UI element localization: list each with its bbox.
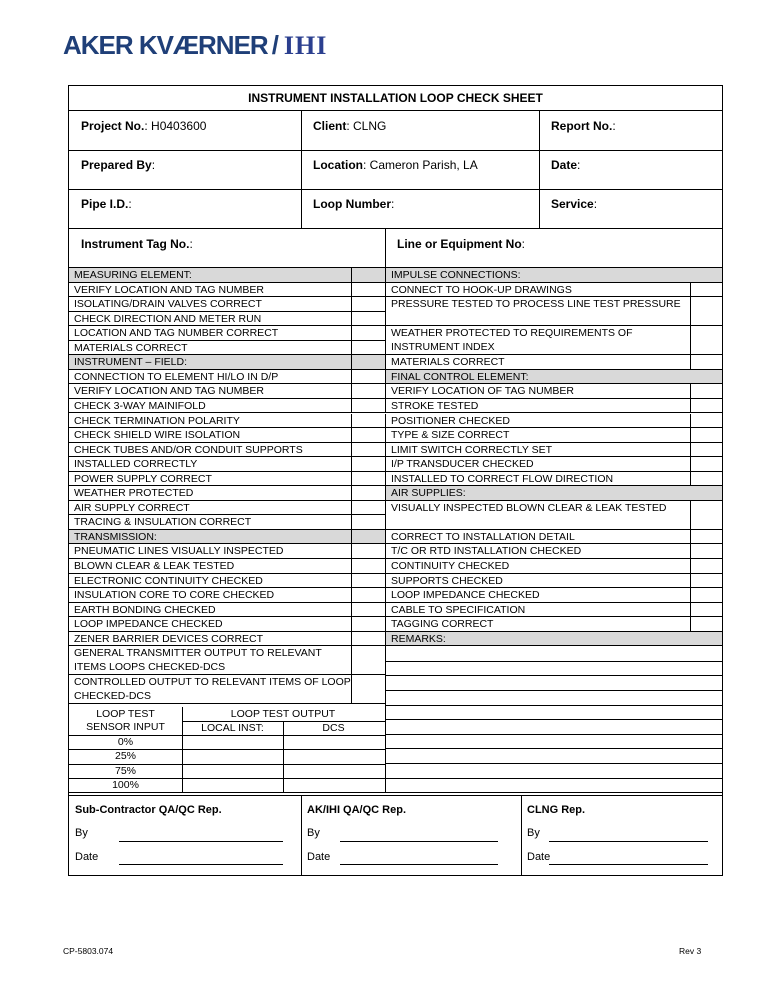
location-label: Location — [313, 158, 363, 172]
logo-aker-kvaerner: AKER KVÆRNER — [63, 30, 268, 60]
remarks-line[interactable] — [385, 748, 722, 749]
checkbox-cell[interactable] — [351, 675, 385, 704]
loop-test-percent: 75% — [114, 764, 136, 777]
checkbox-cell[interactable] — [351, 384, 385, 399]
checkbox-cell[interactable] — [690, 574, 722, 589]
sensor-input-label: SENSOR INPUT — [86, 721, 165, 733]
checklist-item: LOOP IMPEDANCE CHECKED — [385, 588, 690, 603]
checklist-item: CONTINUITY CHECKED — [385, 559, 690, 574]
checkbox-cell[interactable] — [690, 443, 722, 458]
checkbox-cell[interactable] — [351, 370, 385, 385]
checklist-item: T/C OR RTD INSTALLATION CHECKED — [385, 544, 690, 559]
checklist-item: WEATHER PROTECTED — [69, 486, 351, 501]
loop-test-percent: 0% — [117, 736, 134, 748]
report-no-label: Report No. — [551, 119, 613, 133]
checklist-item: CONNECT TO HOOK-UP DRAWINGS — [385, 283, 690, 298]
checklist-item: INSTALLED CORRECTLY — [69, 457, 351, 472]
location-value: : Cameron Parish, LA — [363, 158, 478, 172]
checklist-item: I/P TRANSDUCER CHECKED — [385, 457, 690, 472]
checkbox-cell[interactable] — [690, 603, 722, 618]
checkbox-cell[interactable] — [690, 617, 722, 632]
instrument-tag-field — [69, 233, 385, 251]
date-signature-line[interactable] — [340, 864, 498, 865]
checklist-item: GENERAL TRANSMITTER OUTPUT TO RELEVANT ITEMS LOOPS CHECKED-DCS — [69, 646, 351, 675]
date-label: Date — [527, 851, 551, 863]
checkbox-cell[interactable] — [351, 574, 385, 589]
checkbox-cell[interactable] — [690, 559, 722, 574]
by-label: By — [527, 827, 540, 839]
section-heading: TRANSMISSION: — [69, 530, 351, 545]
by-signature-line[interactable] — [119, 841, 283, 842]
checklist-item: CHECK TUBES AND/OR CONDUIT SUPPORTS — [69, 443, 351, 458]
loop-test-percent: 100% — [112, 778, 139, 791]
checkbox-cell[interactable] — [351, 603, 385, 618]
checklist-item: INSTALLED TO CORRECT FLOW DIRECTION — [385, 472, 690, 487]
checklist-item: CHECK DIRECTION AND METER RUN — [69, 312, 351, 327]
pipe-id-label: Pipe I.D. — [81, 197, 129, 211]
loop-test-label: LOOP TEST — [96, 708, 155, 720]
checklist-item: INSULATION CORE TO CORE CHECKED — [69, 588, 351, 603]
checkbox-cell[interactable] — [690, 501, 722, 530]
checklist-item: CORRECT TO INSTALLATION DETAIL — [385, 530, 690, 545]
checklist-item: ISOLATING/DRAIN VALVES CORRECT — [69, 297, 351, 312]
checklist-item: LOCATION AND TAG NUMBER CORRECT — [69, 326, 351, 341]
section-heading: INSTRUMENT – FIELD: — [69, 355, 351, 370]
loop-check-sheet — [68, 85, 723, 876]
checklist-item: BLOWN CLEAR & LEAK TESTED — [69, 559, 351, 574]
location-field — [301, 154, 539, 172]
pipe-id-value: : — [128, 197, 132, 211]
loop-test-output-label: LOOP TEST OUTPUT — [230, 708, 336, 720]
checklist-item: VERIFY LOCATION AND TAG NUMBER — [69, 283, 351, 298]
checklist-item: VERIFY LOCATION AND TAG NUMBER — [69, 384, 351, 399]
checkbox-cell[interactable] — [351, 428, 385, 443]
remarks-line[interactable] — [385, 661, 722, 662]
checkbox-cell — [351, 530, 385, 545]
checkbox-cell[interactable] — [351, 414, 385, 429]
checklist-item: STROKE TESTED — [385, 399, 690, 414]
signature-title: AK/IHI QA/QC Rep. — [307, 804, 407, 816]
checklist-item: CHECK SHIELD WIRE ISOLATION — [69, 428, 351, 443]
remarks-line[interactable] — [385, 675, 722, 676]
checkbox-cell[interactable] — [690, 544, 722, 559]
service-value: : — [593, 197, 598, 211]
checkbox-cell[interactable] — [690, 355, 722, 370]
client-field — [301, 115, 539, 133]
project-no-field — [69, 115, 301, 133]
checkbox-cell[interactable] — [351, 457, 385, 472]
checklist-item: CONTROLLED OUTPUT TO RELEVANT ITEMS OF LOOP CHECKED-DCS — [69, 675, 351, 704]
date-field — [539, 154, 722, 172]
checklist-item: MATERIALS CORRECT — [69, 341, 351, 356]
checkbox-cell[interactable] — [351, 472, 385, 487]
pipe-id-field — [69, 193, 301, 211]
checkbox-cell[interactable] — [690, 326, 722, 355]
date-signature-line[interactable] — [119, 864, 283, 865]
logo-slash: / — [271, 30, 278, 60]
checklist-item: WEATHER PROTECTED TO REQUIREMENTS OF INSTRUMENT INDEX — [385, 326, 690, 355]
checklist-item: TRACING & INSULATION CORRECT — [69, 515, 351, 530]
checklist-item: MATERIALS CORRECT — [385, 355, 690, 370]
sheet-title: INSTRUMENT INSTALLATION LOOP CHECK SHEET — [69, 86, 722, 111]
checkbox-cell[interactable] — [690, 414, 722, 429]
by-signature-line[interactable] — [549, 841, 708, 842]
signature-title: CLNG Rep. — [527, 804, 586, 816]
checklist-item: TYPE & SIZE CORRECT — [385, 428, 690, 443]
checkbox-cell[interactable] — [690, 428, 722, 443]
remarks-line[interactable] — [385, 778, 722, 779]
client-value: : CLNG — [346, 119, 387, 133]
remarks-line[interactable] — [385, 763, 722, 764]
checklist-item: VISUALLY INSPECTED BLOWN CLEAR & LEAK TESTED — [385, 501, 690, 530]
remarks-line[interactable] — [385, 690, 722, 691]
checkbox-cell[interactable] — [351, 486, 385, 501]
checkbox-cell[interactable] — [351, 515, 385, 530]
section-heading: MEASURING ELEMENT: — [69, 268, 351, 283]
revision-label: Rev 3 — [679, 946, 702, 956]
signature-title: Sub-Contractor QA/QC Rep. — [75, 804, 222, 816]
local-inst-label: LOCAL INST: — [201, 722, 264, 734]
checklist-item: ELECTRONIC CONTINUITY CHECKED — [69, 574, 351, 589]
checkbox-cell[interactable] — [351, 326, 385, 341]
checkbox-cell[interactable] — [690, 384, 722, 399]
checkbox-cell — [351, 355, 385, 370]
service-label: Service — [551, 197, 594, 211]
date-value: : — [577, 158, 581, 172]
loop-number-field — [301, 193, 539, 211]
section-heading: REMARKS: — [385, 632, 722, 647]
checklist-item: LOOP IMPEDANCE CHECKED — [69, 617, 351, 632]
checkbox-cell[interactable] — [351, 341, 385, 356]
checklist-item: ZENER BARRIER DEVICES CORRECT — [69, 632, 351, 647]
checkbox-cell[interactable] — [351, 617, 385, 632]
checklist-item: AIR SUPPLY CORRECT — [69, 501, 351, 516]
checkbox-cell[interactable] — [690, 530, 722, 545]
company-logo — [63, 30, 327, 60]
dcs-label: DCS — [322, 722, 345, 734]
date-label: Date — [307, 851, 331, 863]
project-no-value: : H0403600 — [144, 119, 207, 133]
remarks-line[interactable] — [385, 719, 722, 720]
checklist-item: CABLE TO SPECIFICATION — [385, 603, 690, 618]
checklist-item: PRESSURE TESTED TO PROCESS LINE TEST PRESSURE — [385, 297, 690, 326]
checkbox-cell[interactable] — [690, 399, 722, 414]
section-heading: IMPULSE CONNECTIONS: — [385, 268, 722, 283]
line-equipment-value: : — [521, 237, 526, 251]
line-equipment-label: Line or Equipment No — [397, 237, 522, 251]
line-equipment-field — [385, 233, 722, 251]
remarks-line[interactable] — [385, 734, 722, 735]
checklist-item: CHECK 3-WAY MAINIFOLD — [69, 399, 351, 414]
remarks-line[interactable] — [385, 705, 722, 706]
prepared-by-field — [69, 154, 301, 172]
loop-number-value: : — [391, 197, 395, 211]
checkbox-cell[interactable] — [690, 457, 722, 472]
checklist-item: PNEUMATIC LINES VISUALLY INSPECTED — [69, 544, 351, 559]
checkbox-cell[interactable] — [351, 443, 385, 458]
loop-number-label: Loop Number — [313, 197, 391, 211]
checkbox-cell[interactable] — [351, 501, 385, 516]
checkbox-cell[interactable] — [690, 283, 722, 298]
checkbox-cell[interactable] — [351, 283, 385, 298]
logo-ihi: IHI — [283, 31, 328, 60]
checkbox-cell[interactable] — [351, 646, 385, 675]
section-heading: AIR SUPPLIES: — [385, 486, 722, 501]
client-label: Client — [313, 119, 347, 133]
checklist-item: TAGGING CORRECT — [385, 617, 690, 632]
report-no-value: : — [612, 119, 616, 133]
prepared-by-value: : — [151, 158, 156, 172]
checklist-item: POSITIONER CHECKED — [385, 414, 690, 429]
date-label: Date — [75, 851, 99, 863]
loop-test-percent: 25% — [114, 750, 136, 763]
checkbox-cell[interactable] — [351, 399, 385, 414]
by-signature-line[interactable] — [340, 841, 498, 842]
checkbox-cell[interactable] — [351, 632, 385, 647]
loop-test-sensor-heading — [69, 708, 182, 734]
report-no-field — [539, 115, 722, 133]
checklist-item: VERIFY LOCATION OF TAG NUMBER — [385, 384, 690, 399]
checkbox-cell[interactable] — [351, 588, 385, 603]
checkbox-cell[interactable] — [351, 297, 385, 312]
checkbox-cell[interactable] — [690, 472, 722, 487]
checkbox-cell[interactable] — [351, 544, 385, 559]
by-label: By — [307, 827, 320, 839]
instrument-tag-label: Instrument Tag No. — [81, 237, 190, 251]
checkbox-cell[interactable] — [351, 312, 385, 327]
checklist-item: LIMIT SWITCH CORRECTLY SET — [385, 443, 690, 458]
checklist-item: SUPPORTS CHECKED — [385, 574, 690, 589]
prepared-by-label: Prepared By — [81, 158, 152, 172]
checkbox-cell[interactable] — [351, 559, 385, 574]
date-signature-line[interactable] — [549, 864, 708, 865]
instrument-tag-value: : — [189, 237, 193, 251]
checklist-item: EARTH BONDING CHECKED — [69, 603, 351, 618]
by-label: By — [75, 827, 88, 839]
section-heading: FINAL CONTROL ELEMENT: — [385, 370, 722, 385]
checklist-item: CONNECTION TO ELEMENT HI/LO IN D/P — [69, 370, 351, 385]
checklist-item: POWER SUPPLY CORRECT — [69, 472, 351, 487]
checkbox-cell[interactable] — [690, 297, 722, 326]
checkbox-cell — [351, 268, 385, 283]
project-no-label: Project No. — [81, 119, 145, 133]
service-field — [539, 193, 722, 211]
document-number: CP-5803.074 — [63, 946, 114, 956]
date-label: Date — [551, 158, 578, 172]
checkbox-cell[interactable] — [690, 588, 722, 603]
checklist-item: CHECK TERMINATION POLARITY — [69, 414, 351, 429]
